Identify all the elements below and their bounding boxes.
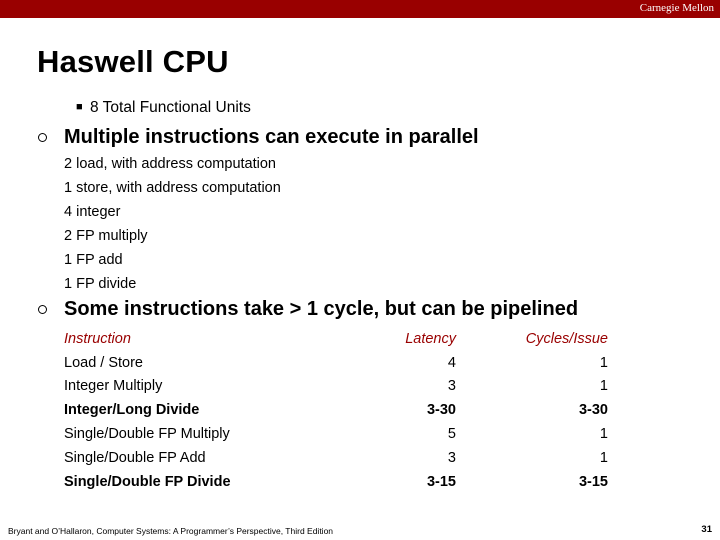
table-row	[64, 446, 608, 470]
square-bullet-icon: ■	[76, 101, 83, 113]
bullet-text: Multiple instructions can execute in parallel	[64, 126, 479, 148]
brand-label: Carnegie Mellon	[639, 2, 714, 14]
sub-bullet-text: 8 Total Functional Units	[90, 99, 251, 116]
cell-cycles: 1	[599, 426, 608, 443]
page-number: 31	[701, 524, 712, 535]
cell-instruction: Single/Double FP Add	[64, 449, 206, 466]
functional-units-list	[64, 155, 281, 299]
list-item: 1 store, with address computation	[64, 180, 281, 196]
footer-citation: Bryant and O’Hallaron, Computer Systems: A Programmer’s Perspective, Third Edition	[8, 526, 334, 536]
list-item: 2 load, with address computation	[64, 156, 276, 172]
cell-instruction: Integer/Long Divide	[64, 402, 200, 419]
cell-latency: 5	[447, 426, 456, 443]
cell-instruction: Integer Multiply	[64, 378, 163, 395]
table-row	[64, 470, 608, 494]
cell-latency: 3-15	[426, 473, 456, 490]
cell-cycles: 1	[599, 378, 608, 395]
table-row	[64, 351, 608, 375]
cell-cycles: 1	[599, 449, 608, 466]
cell-cycles: 1	[599, 354, 608, 371]
list-item: 1 FP add	[64, 252, 123, 268]
list-item: 2 FP multiply	[64, 228, 148, 244]
header-bar	[0, 0, 720, 18]
header-cycles-issue: Cycles/Issue	[525, 330, 608, 347]
list-item: 1 FP divide	[64, 276, 137, 292]
table-header-row	[64, 327, 608, 351]
table-row	[64, 398, 608, 422]
sub-bullet-functional-units	[76, 99, 251, 117]
cell-latency: 3	[447, 378, 456, 395]
circle-bullet-icon	[38, 305, 47, 314]
cell-cycles: 3-30	[578, 402, 608, 419]
header-latency: Latency	[405, 330, 456, 347]
table-row	[64, 422, 608, 446]
cell-latency: 4	[447, 354, 456, 371]
cell-instruction: Load / Store	[64, 354, 143, 371]
cell-latency: 3-30	[426, 402, 456, 419]
cell-instruction: Single/Double FP Multiply	[64, 426, 230, 443]
cell-latency: 3	[447, 449, 456, 466]
table-row	[64, 375, 608, 399]
latency-table	[64, 327, 608, 494]
cell-cycles: 3-15	[578, 473, 608, 490]
bullet-text: Some instructions take > 1 cycle, but can be pipelined	[64, 298, 579, 320]
circle-bullet-icon	[38, 133, 47, 142]
cell-instruction: Single/Double FP Divide	[64, 473, 231, 490]
slide-title: Haswell CPU	[37, 44, 229, 79]
list-item: 4 integer	[64, 204, 121, 220]
header-instruction: Instruction	[64, 330, 131, 347]
